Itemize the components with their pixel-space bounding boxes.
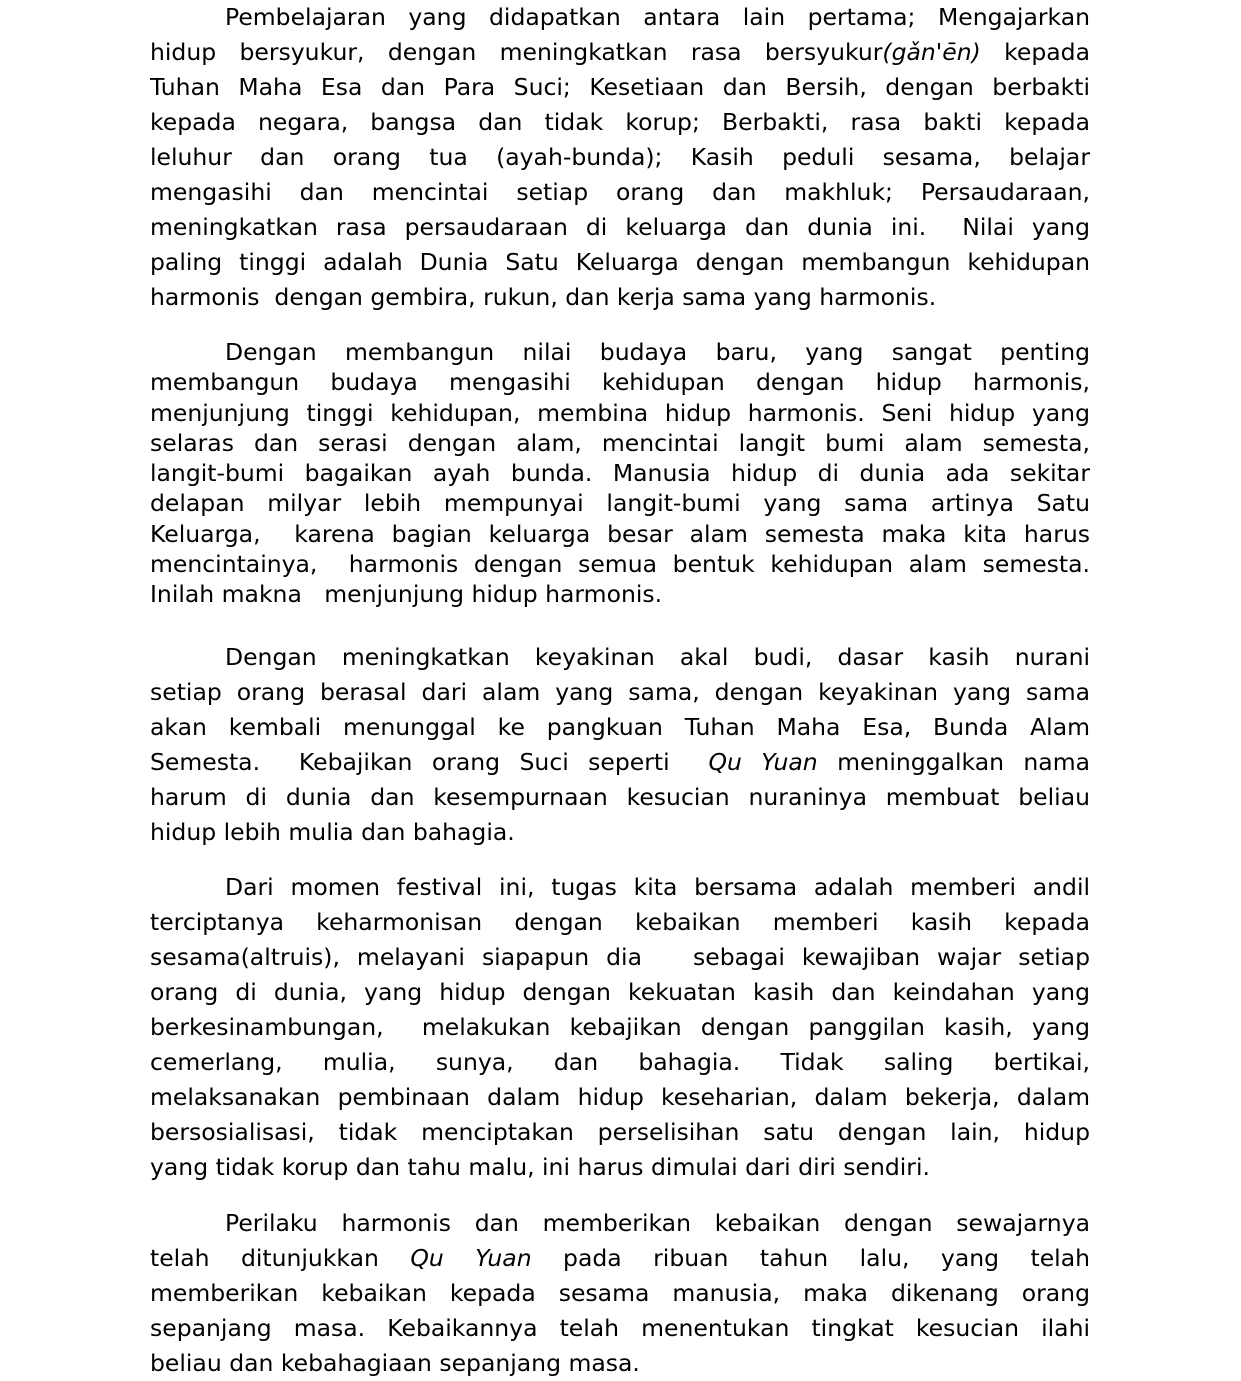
text-line: Inilah makna menjunjung hidup harmonis. — [150, 580, 663, 609]
paragraph — [150, 1206, 1090, 1381]
text-line: sepanjang masa. Kebaikannya telah menentukan tingkat kesucian ilahi — [150, 1314, 1090, 1342]
paragraph — [150, 0, 1090, 315]
text-line: yang tidak korup dan tahu malu, ini harus dimulai dari diri sendiri. — [150, 1153, 930, 1181]
paragraph — [150, 870, 1090, 1185]
text-line: orang di dunia, yang hidup dengan kekuatan kasih dan keindahan yang — [150, 978, 1090, 1006]
text-line: paling tinggi adalah Dunia Satu Keluarga dengan membangun kehidupan — [150, 248, 1090, 276]
text-run: pada ribuan tahun lalu, yang telah — [531, 1244, 1090, 1272]
text-line: Dengan meningkatkan keyakinan akal budi, dasar kasih nurani — [225, 643, 1090, 671]
text-line: bersosialisasi, tidak menciptakan perselisihan satu dengan lain, hidup — [150, 1118, 1090, 1146]
text-line: harmonis dengan gembira, rukun, dan kerja sama yang harmonis. — [150, 283, 937, 311]
text-line: Keluarga, karena bagian keluarga besar alam semesta maka kita harus — [150, 519, 1090, 548]
text-line: harum di dunia dan kesempurnaan kesucian nuraninya membuat beliau — [150, 783, 1090, 811]
text-line: langit-bumi bagaikan ayah bunda. Manusia hidup di dunia ada sekitar — [150, 459, 1090, 488]
text-line: Perilaku harmonis dan memberikan kebaikan dengan sewajarnya — [225, 1209, 1090, 1237]
text-line: setiap orang berasal dari alam yang sama, dengan keyakinan yang sama — [150, 678, 1090, 706]
text-run: Semesta. Kebajikan orang Suci seperti — [150, 748, 709, 776]
text-line: Tuhan Maha Esa dan Para Suci; Kesetiaan dan Bersih, dengan berbakti — [150, 73, 1090, 101]
text-run: telah ditunjukkan — [150, 1244, 411, 1272]
text-line: mencintainya, harmonis dengan semua bentuk kehidupan alam semesta. — [150, 550, 1090, 579]
text-line: berkesinambungan, melakukan kebajikan dengan panggilan kasih, yang — [150, 1013, 1090, 1041]
text-line: Pembelajaran yang didapatkan antara lain pertama; Mengajarkan — [225, 3, 1090, 31]
italic-name: Qu Yuan — [708, 748, 818, 776]
text-run: kepada — [980, 38, 1090, 66]
italic-term: (gǎn'ēn) — [882, 38, 981, 66]
text-line: meningkatkan rasa persaudaraan di keluarga dan dunia ini. Nilai yang — [150, 213, 1090, 241]
text-line: terciptanya keharmonisan dengan kebaikan memberi kasih kepada — [150, 908, 1090, 936]
text-line: sesama(altruis), melayani siapapun dia sebagai kewajiban wajar setiap — [150, 943, 1090, 971]
text-line: Dari momen festival ini, tugas kita bersama adalah memberi andil — [225, 873, 1090, 901]
text-run: hidup bersyukur, dengan meningkatkan rasa bersyukur — [150, 38, 883, 66]
text-line: memberikan kebaikan kepada sesama manusia, maka dikenang orang — [150, 1279, 1090, 1307]
text-line — [150, 35, 1090, 70]
text-line: Dengan membangun nilai budaya baru, yang sangat penting — [225, 338, 1090, 366]
text-line: akan kembali menunggal ke pangkuan Tuhan Maha Esa, Bunda Alam — [150, 713, 1090, 741]
text-line: mengasihi dan mencintai setiap orang dan makhluk; Persaudaraan, — [150, 178, 1090, 206]
text-line: leluhur dan orang tua (ayah-bunda); Kasih peduli sesama, belajar — [150, 143, 1090, 171]
text-line: melaksanakan pembinaan dalam hidup keseharian, dalam bekerja, dalam — [150, 1083, 1090, 1111]
text-line — [150, 1241, 1090, 1276]
text-line: menjunjung tinggi kehidupan, membina hidup harmonis. Seni hidup yang — [150, 398, 1090, 427]
text-run: meninggalkan nama — [817, 748, 1090, 776]
text-line: membangun budaya mengasihi kehidupan dengan hidup harmonis, — [150, 368, 1090, 397]
italic-name: Qu Yuan — [410, 1244, 532, 1272]
paragraph — [150, 337, 1090, 610]
text-line: beliau dan kebahagiaan sepanjang masa. — [150, 1349, 640, 1377]
text-line: selaras dan serasi dengan alam, mencintai langit bumi alam semesta, — [150, 428, 1090, 457]
text-line: cemerlang, mulia, sunya, dan bahagia. Tidak saling bertikai, — [150, 1048, 1090, 1076]
paragraph — [150, 640, 1090, 850]
text-line: delapan milyar lebih mempunyai langit-bumi yang sama artinya Satu — [150, 489, 1090, 518]
text-line — [150, 745, 1090, 780]
text-line: hidup lebih mulia dan bahagia. — [150, 818, 515, 846]
text-line: kepada negara, bangsa dan tidak korup; Berbakti, rasa bakti kepada — [150, 108, 1090, 136]
